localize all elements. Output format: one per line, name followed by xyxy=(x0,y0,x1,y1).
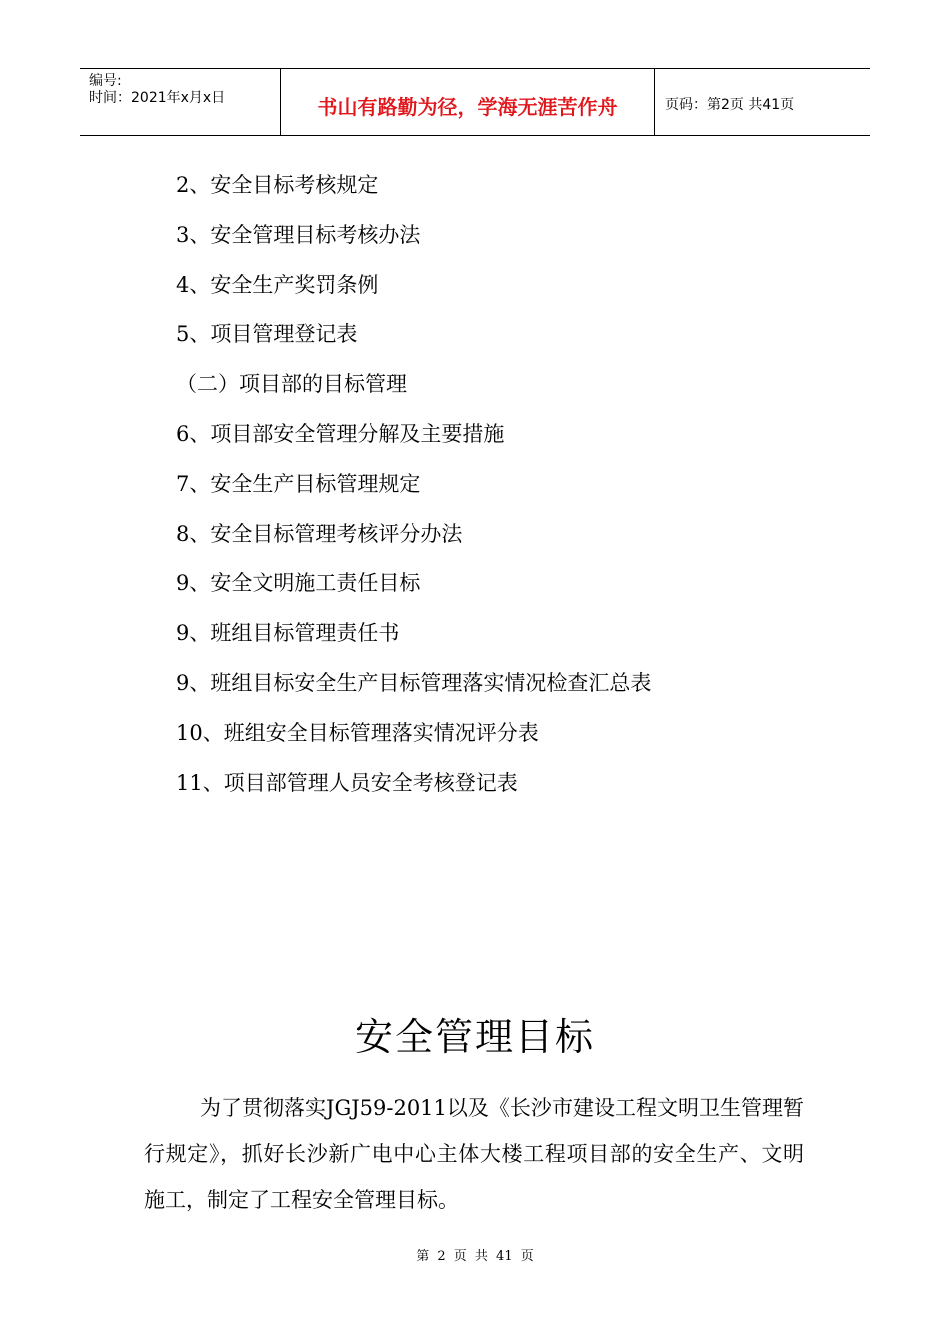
toc-subsection-heading: （二）项目部的目标管理 xyxy=(176,372,407,397)
toc-item: 9、班组目标管理责任书 xyxy=(176,621,400,646)
header-page-info: 页码：第2页 共41页 xyxy=(665,97,795,113)
document-number-label: 编号: xyxy=(89,73,122,89)
page-footer: 第 2 页 共 41 页 xyxy=(416,1249,534,1264)
header-meta-cell xyxy=(80,69,281,135)
toc-item: 11、项目部管理人员安全考核登记表 xyxy=(176,770,518,795)
toc-item: 7、安全生产目标管理规定 xyxy=(176,471,421,496)
toc-item: 5、项目管理登记表 xyxy=(176,322,358,347)
toc-item: 4、安全生产奖罚条例 xyxy=(176,272,379,297)
toc-item: 8、安全目标管理考核评分办法 xyxy=(176,521,463,546)
document-time: 时间：2021年x月x日 xyxy=(89,90,226,106)
toc-item: 9、安全文明施工责任目标 xyxy=(176,571,421,596)
section-title: 安全管理目标 xyxy=(354,1015,595,1059)
paragraph-text: 为了贯彻落实JGJ59-2011以及《长沙市建设工程文明卫生管理暂行规定》，抓好长沙新广电中心主体大楼工程项目部的安全生产、文明施工，制定了工程安全管理目标。 xyxy=(144,1096,804,1212)
toc-item: 6、项目部安全管理分解及主要措施 xyxy=(176,421,505,446)
toc-item: 10、班组安全目标管理落实情况评分表 xyxy=(176,720,539,745)
toc-item: 9、班组目标安全生产目标管理落实情况检查汇总表 xyxy=(176,670,652,695)
section-paragraph xyxy=(144,1085,804,1223)
toc-item: 3、安全管理目标考核办法 xyxy=(176,222,421,247)
toc-item: 2、安全目标考核规定 xyxy=(176,173,379,197)
table-of-contents xyxy=(176,166,651,813)
header-motto: 书山有路勤为径，学海无涯苦作舟 xyxy=(281,69,655,135)
page-header xyxy=(80,68,870,136)
